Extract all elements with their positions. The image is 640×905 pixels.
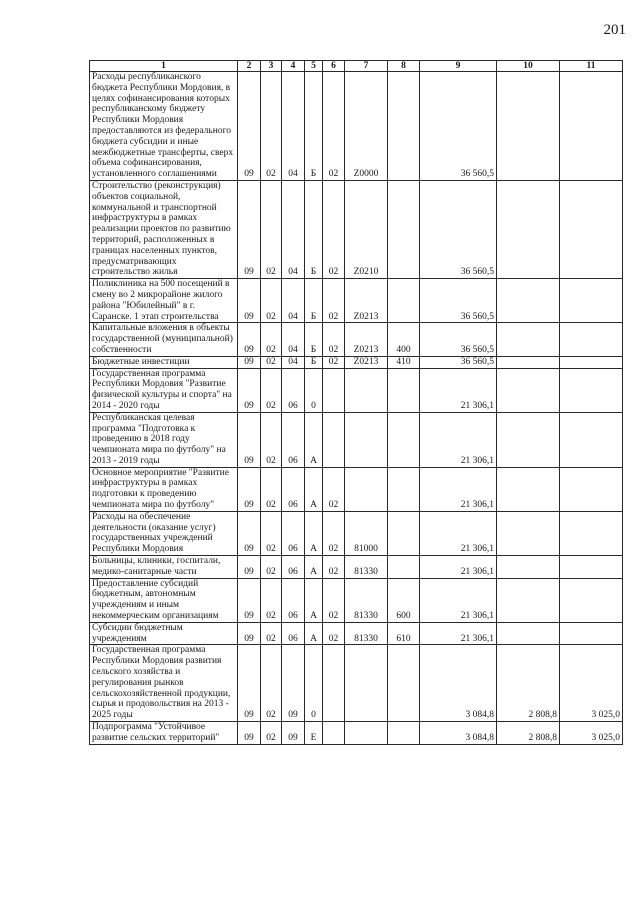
code-cell: 06	[282, 578, 305, 622]
code-cell: 81330	[345, 622, 388, 645]
amount-cell	[560, 279, 623, 323]
amount-cell	[560, 323, 623, 356]
amount-cell: 21 306,1	[420, 467, 497, 511]
row-name-cell: Расходы республиканского бюджета Республики Мордовия, в целях софинансирования которых республиканскому бюджету Республики Мордовия предоставляются из федерального бюджета субсидии и иные межбюджетные трансферты, сверх объема софинансирования, установленного соглашениями	[90, 72, 238, 181]
code-cell: А	[305, 578, 323, 622]
code-cell: 06	[282, 412, 305, 467]
code-cell	[388, 467, 420, 511]
code-cell: 02	[261, 356, 282, 368]
code-cell: Б	[305, 356, 323, 368]
code-cell: 600	[388, 578, 420, 622]
code-cell	[323, 645, 345, 722]
row-name-cell: Субсидии бюджетным учреждениям	[90, 622, 238, 645]
code-cell: 09	[238, 180, 261, 278]
code-cell: 09	[238, 467, 261, 511]
amount-cell: 21 306,1	[420, 578, 497, 622]
code-cell: 0	[305, 368, 323, 412]
code-cell: 09	[238, 645, 261, 722]
code-cell: 0	[305, 645, 323, 722]
amount-cell: 21 306,1	[420, 511, 497, 555]
amount-cell: 2 808,8	[497, 722, 560, 745]
amount-cell: 21 306,1	[420, 368, 497, 412]
table-row	[90, 368, 623, 412]
amount-cell	[497, 556, 560, 579]
table-row	[90, 511, 623, 555]
amount-cell	[560, 622, 623, 645]
code-cell	[388, 722, 420, 745]
row-name-cell: Государственная программа Республики Мордовия развития сельского хозяйства и регулирования рынков сельскохозяйственной продукции, сырья и продовольствия на 2013 - 2025 годы	[90, 645, 238, 722]
amount-cell	[497, 356, 560, 368]
table-row	[90, 72, 623, 181]
amount-cell: 36 560,5	[420, 323, 497, 356]
code-cell: 02	[261, 511, 282, 555]
code-cell: 02	[323, 180, 345, 278]
code-cell	[345, 368, 388, 412]
amount-cell	[497, 578, 560, 622]
column-header: 1	[90, 61, 238, 72]
code-cell: 02	[261, 578, 282, 622]
code-cell	[388, 180, 420, 278]
code-cell: 410	[388, 356, 420, 368]
code-cell: 02	[323, 467, 345, 511]
code-cell: 06	[282, 556, 305, 579]
amount-cell: 3 084,8	[420, 645, 497, 722]
code-cell: А	[305, 556, 323, 579]
code-cell: 04	[282, 180, 305, 278]
code-cell: 02	[261, 412, 282, 467]
code-cell: Z0213	[345, 279, 388, 323]
code-cell: 09	[238, 323, 261, 356]
code-cell: 04	[282, 323, 305, 356]
code-cell: 09	[238, 722, 261, 745]
code-cell: А	[305, 622, 323, 645]
amount-cell	[497, 368, 560, 412]
table-row	[90, 645, 623, 722]
table-row	[90, 722, 623, 745]
amount-cell	[560, 356, 623, 368]
table-row	[90, 323, 623, 356]
code-cell: Б	[305, 279, 323, 323]
row-name-cell: Расходы на обеспечение деятельности (оказание услуг) государственных учреждений Республики Мордовия	[90, 511, 238, 555]
code-cell: 09	[238, 622, 261, 645]
amount-cell: 3 025,0	[560, 645, 623, 722]
code-cell: 04	[282, 72, 305, 181]
code-cell: Б	[305, 72, 323, 181]
code-cell: 81000	[345, 511, 388, 555]
table-row	[90, 622, 623, 645]
code-cell: Z0213	[345, 323, 388, 356]
column-header: 9	[420, 61, 497, 72]
amount-cell	[560, 578, 623, 622]
table-row	[90, 578, 623, 622]
column-header: 10	[497, 61, 560, 72]
amount-cell	[560, 412, 623, 467]
code-cell: Z0210	[345, 180, 388, 278]
code-cell: 09	[238, 511, 261, 555]
row-name-cell: Капитальные вложения в объекты государственной (муниципальной) собственности	[90, 323, 238, 356]
amount-cell: 36 560,5	[420, 72, 497, 181]
amount-cell	[497, 511, 560, 555]
code-cell: 09	[282, 645, 305, 722]
code-cell: Б	[305, 180, 323, 278]
amount-cell: 21 306,1	[420, 412, 497, 467]
amount-cell	[560, 72, 623, 181]
code-cell	[388, 645, 420, 722]
column-header: 2	[238, 61, 261, 72]
code-cell: 09	[238, 368, 261, 412]
code-cell	[345, 645, 388, 722]
code-cell: 02	[323, 556, 345, 579]
amount-cell: 3 025,0	[560, 722, 623, 745]
code-cell: 02	[323, 622, 345, 645]
code-cell: 02	[323, 511, 345, 555]
table-row	[90, 556, 623, 579]
amount-cell: 21 306,1	[420, 622, 497, 645]
code-cell: А	[305, 412, 323, 467]
row-name-cell: Республиканская целевая программа "Подготовка к проведению в 2018 году чемпионата мира по футболу" на 2013 - 2019 годы	[90, 412, 238, 467]
code-cell: 02	[323, 356, 345, 368]
amount-cell: 36 560,5	[420, 180, 497, 278]
code-cell: Z0000	[345, 72, 388, 181]
amount-cell	[497, 279, 560, 323]
row-name-cell: Государственная программа Республики Мордовия "Развитие физической культуры и спорта" на 2014 - 2020 годы	[90, 368, 238, 412]
code-cell: Е	[305, 722, 323, 745]
code-cell: 02	[323, 279, 345, 323]
amount-cell	[497, 72, 560, 181]
amount-cell	[497, 467, 560, 511]
code-cell: 02	[323, 578, 345, 622]
code-cell: 02	[261, 72, 282, 181]
table-row	[90, 412, 623, 467]
table-row	[90, 180, 623, 278]
row-name-cell: Бюджетные инвестиции	[90, 356, 238, 368]
code-cell: 09	[282, 722, 305, 745]
page-number: 201	[603, 22, 626, 38]
code-cell: 81330	[345, 556, 388, 579]
amount-cell: 2 808,8	[497, 645, 560, 722]
code-cell: 610	[388, 622, 420, 645]
table-row	[90, 279, 623, 323]
code-cell: 04	[282, 356, 305, 368]
table-header-row	[90, 61, 623, 72]
amount-cell	[497, 323, 560, 356]
code-cell	[323, 722, 345, 745]
row-name-cell: Строительство (реконструкция) объектов социальной, коммунальной и транспортной инфраструктуры в рамках реализации проектов по развитию территорий, расположенных в границах населенных пунктов, предусматривающих строительство жилья	[90, 180, 238, 278]
code-cell: 02	[261, 180, 282, 278]
code-cell	[345, 467, 388, 511]
code-cell: 06	[282, 368, 305, 412]
column-header: 4	[282, 61, 305, 72]
amount-cell: 36 560,5	[420, 356, 497, 368]
amount-cell: 3 084,8	[420, 722, 497, 745]
row-name-cell: Подпрограмма "Устойчивое развитие сельских территорий"	[90, 722, 238, 745]
code-cell: 02	[323, 323, 345, 356]
column-header: 6	[323, 61, 345, 72]
code-cell: 09	[238, 279, 261, 323]
code-cell	[388, 368, 420, 412]
row-name-cell: Поликлиника на 500 посещений в смену во 2 микрорайоне жилого района "Юбилейный" в г. Саранске. 1 этап строительства	[90, 279, 238, 323]
code-cell	[388, 511, 420, 555]
row-name-cell: Основное мероприятие "Развитие инфраструктуры в рамках подготовки к проведению чемпионата мира по футболу"	[90, 467, 238, 511]
table-row	[90, 356, 623, 368]
code-cell: 02	[261, 279, 282, 323]
amount-cell: 21 306,1	[420, 556, 497, 579]
code-cell: 09	[238, 356, 261, 368]
code-cell: 02	[261, 368, 282, 412]
column-header: 5	[305, 61, 323, 72]
column-header: 3	[261, 61, 282, 72]
code-cell: 04	[282, 279, 305, 323]
code-cell: А	[305, 511, 323, 555]
code-cell	[388, 279, 420, 323]
code-cell	[345, 412, 388, 467]
code-cell: 02	[261, 556, 282, 579]
code-cell: 02	[261, 467, 282, 511]
code-cell: 02	[261, 722, 282, 745]
code-cell: 400	[388, 323, 420, 356]
column-header: 8	[388, 61, 420, 72]
code-cell	[388, 72, 420, 181]
amount-cell	[560, 180, 623, 278]
amount-cell: 36 560,5	[420, 279, 497, 323]
code-cell: 09	[238, 72, 261, 181]
code-cell: Б	[305, 323, 323, 356]
amount-cell	[497, 622, 560, 645]
code-cell: 06	[282, 467, 305, 511]
code-cell	[388, 556, 420, 579]
code-cell: 02	[261, 323, 282, 356]
code-cell	[323, 368, 345, 412]
code-cell: 06	[282, 511, 305, 555]
code-cell: 09	[238, 556, 261, 579]
budget-table	[89, 60, 623, 745]
code-cell: 09	[238, 412, 261, 467]
code-cell: 02	[261, 622, 282, 645]
code-cell: 81330	[345, 578, 388, 622]
amount-cell	[497, 412, 560, 467]
code-cell	[323, 412, 345, 467]
amount-cell	[497, 180, 560, 278]
table-row	[90, 467, 623, 511]
code-cell: 06	[282, 622, 305, 645]
row-name-cell: Предоставление субсидий бюджетным, автономным учреждениям и иным некоммерческим организациям	[90, 578, 238, 622]
code-cell: 09	[238, 578, 261, 622]
code-cell	[388, 412, 420, 467]
column-header: 7	[345, 61, 388, 72]
code-cell: А	[305, 467, 323, 511]
code-cell: 02	[261, 645, 282, 722]
column-header: 11	[560, 61, 623, 72]
amount-cell	[560, 511, 623, 555]
code-cell	[345, 722, 388, 745]
code-cell: 02	[323, 72, 345, 181]
amount-cell	[560, 556, 623, 579]
amount-cell	[560, 368, 623, 412]
row-name-cell: Больницы, клиники, госпитали, медико-санитарные части	[90, 556, 238, 579]
amount-cell	[560, 467, 623, 511]
code-cell: Z0213	[345, 356, 388, 368]
